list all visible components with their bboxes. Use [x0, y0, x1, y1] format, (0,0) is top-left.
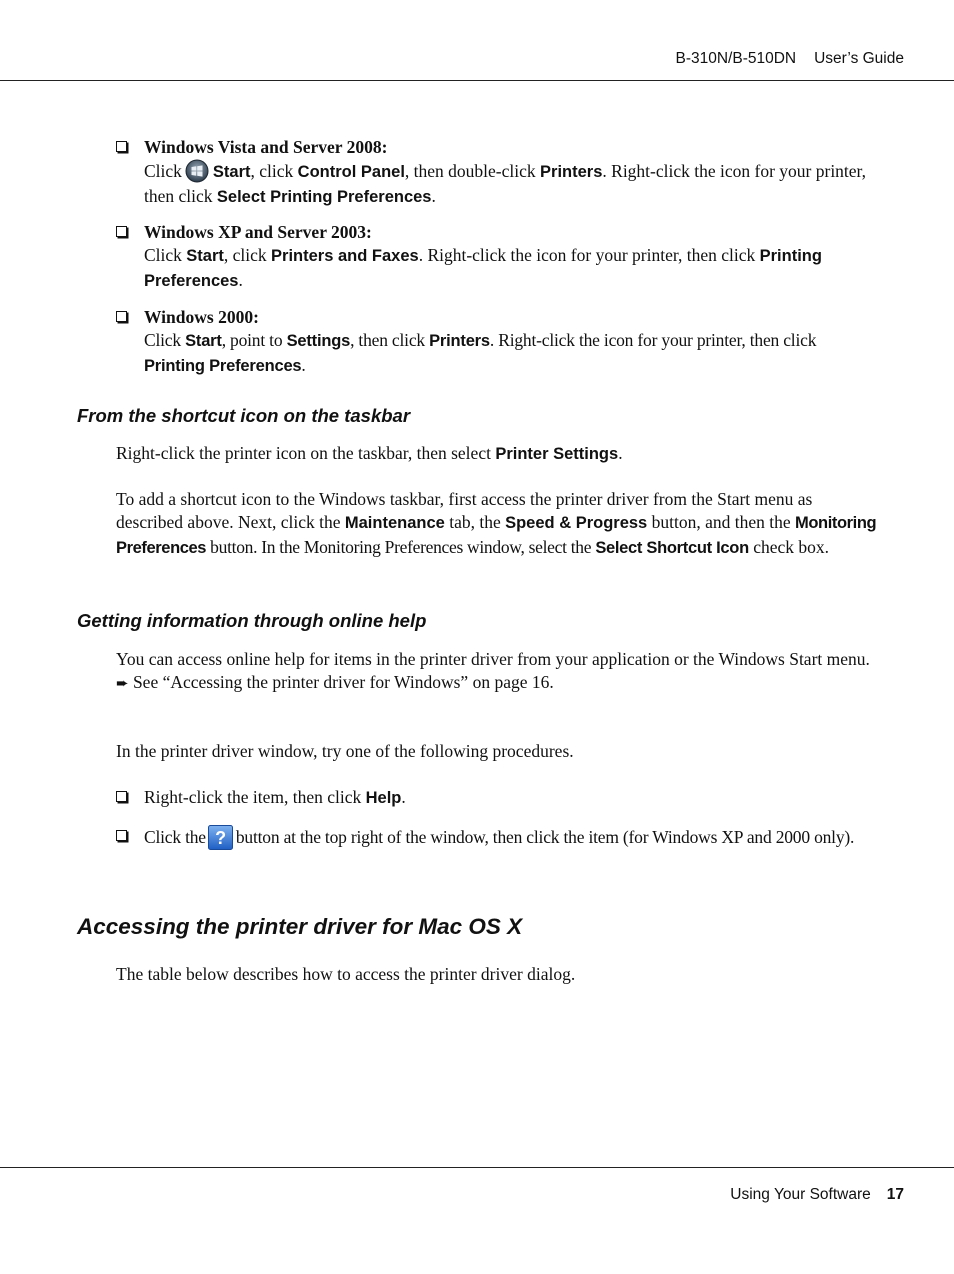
- list-item-title: Windows XP and Server 2003:: [144, 222, 372, 242]
- paragraph-taskbar-shortcut: To add a shortcut icon to the Windows taskbar, first access the printer driver from the Start menu as described above. Next, click the Maintenance tab, the Speed & Progress button, and then the Monitoring Preferences button. In the Monitoring Preferences window, select the Select Shortcut Icon check box.: [116, 489, 877, 557]
- running-footer: [730, 1186, 904, 1204]
- ui-term-maintenance: Maintenance: [344, 514, 445, 533]
- ui-term-select-shortcut-icon: Select Shortcut Icon: [595, 538, 749, 557]
- ui-term-printing-preferences: Printing Preferences: [144, 356, 302, 375]
- ui-term-printing-preferences: Printing Preferences: [144, 247, 822, 290]
- checkbox-bullet-icon: [116, 141, 127, 152]
- ui-term-printer-settings: Printer Settings: [495, 445, 619, 463]
- footer-rule: [0, 1167, 954, 1168]
- list-item-right-click-help: [116, 786, 881, 810]
- paragraph-procedures: In the printer driver window, try one of the following procedures.: [116, 741, 574, 761]
- ui-term-help: Help: [365, 789, 402, 807]
- paragraph-taskbar-select: Right-click the printer icon on the taskbar, then select Printer Settings.: [116, 443, 623, 463]
- ui-term-start: Start: [185, 332, 222, 351]
- list-item-body: Click Start, point to Settings, then click Printers. Right-click the icon for your printer, then click Printing Preferences.: [144, 330, 817, 375]
- list-item-body: Click the ? button at the top right of the window, then click the item (for Windows XP and 2000 only).: [144, 827, 855, 848]
- ui-term-printers-and-faxes: Printers and Faxes: [271, 247, 419, 266]
- list-item-help-button: [116, 825, 881, 850]
- list-item-body: Click Start, click Control Panel, then double-click Printers. Right-click the icon for your printer, then click Select Printing Preferences.: [144, 161, 867, 206]
- list-item-windows-2000: [116, 306, 881, 378]
- ui-term-speed-progress: Speed & Progress: [505, 514, 648, 533]
- list-item-body: Click Start, click Printers and Faxes. Right-click the icon for your printer, then click Printing Preferences.: [144, 245, 822, 290]
- header-model: B-310N/B-510DN: [675, 50, 797, 67]
- list-item-windows-xp: [116, 221, 881, 293]
- ui-term-printers: Printers: [429, 332, 490, 351]
- ui-term-settings: Settings: [286, 332, 351, 351]
- header-rule: [0, 80, 954, 81]
- paragraph-mac-intro: The table below describes how to access the printer driver dialog.: [116, 964, 576, 984]
- ui-term-start: Start: [212, 163, 251, 182]
- checkbox-bullet-icon: [116, 791, 127, 802]
- arrow-right-icon: ➨: [116, 674, 129, 693]
- checkbox-bullet-icon: [116, 311, 127, 322]
- checkbox-bullet-icon: [116, 226, 127, 237]
- ui-term-start: Start: [186, 247, 224, 266]
- cross-reference-link[interactable]: See “Accessing the printer driver for Windows” on page 16.: [128, 672, 554, 693]
- ui-term-select-printing-preferences: Select Printing Preferences: [216, 187, 432, 206]
- header-guide-title: User’s Guide: [814, 50, 904, 67]
- paragraph-online-help: You can access online help for items in the printer driver from your application or the Windows Start menu. ➨ See “Accessing the printer driver for Windows” on page 16.: [116, 648, 881, 696]
- checkbox-bullet-icon: [116, 830, 127, 841]
- page-number: 17: [886, 1186, 904, 1203]
- subheading-taskbar: From the shortcut icon on the taskbar: [77, 405, 411, 426]
- list-item-title: Windows 2000:: [144, 307, 259, 327]
- running-header: [676, 50, 905, 68]
- list-item-windows-vista: [116, 136, 881, 209]
- section-heading-mac: Accessing the printer driver for Mac OS X: [77, 914, 523, 939]
- help-question-icon: [208, 825, 233, 850]
- svg-text:?: ?: [214, 828, 226, 848]
- ui-term-printers: Printers: [540, 163, 603, 182]
- list-item-body: Right-click the item, then click Help.: [144, 787, 406, 807]
- list-item-title: Windows Vista and Server 2008:: [144, 137, 388, 157]
- footer-section-title: Using Your Software: [730, 1186, 871, 1203]
- ui-term-control-panel: Control Panel: [297, 163, 405, 182]
- ui-term-monitoring-preferences: Monitoring Preferences: [116, 514, 877, 557]
- windows-start-orb-icon: [185, 159, 209, 183]
- subheading-online-help: Getting information through online help: [77, 610, 427, 631]
- cross-reference: [116, 671, 881, 695]
